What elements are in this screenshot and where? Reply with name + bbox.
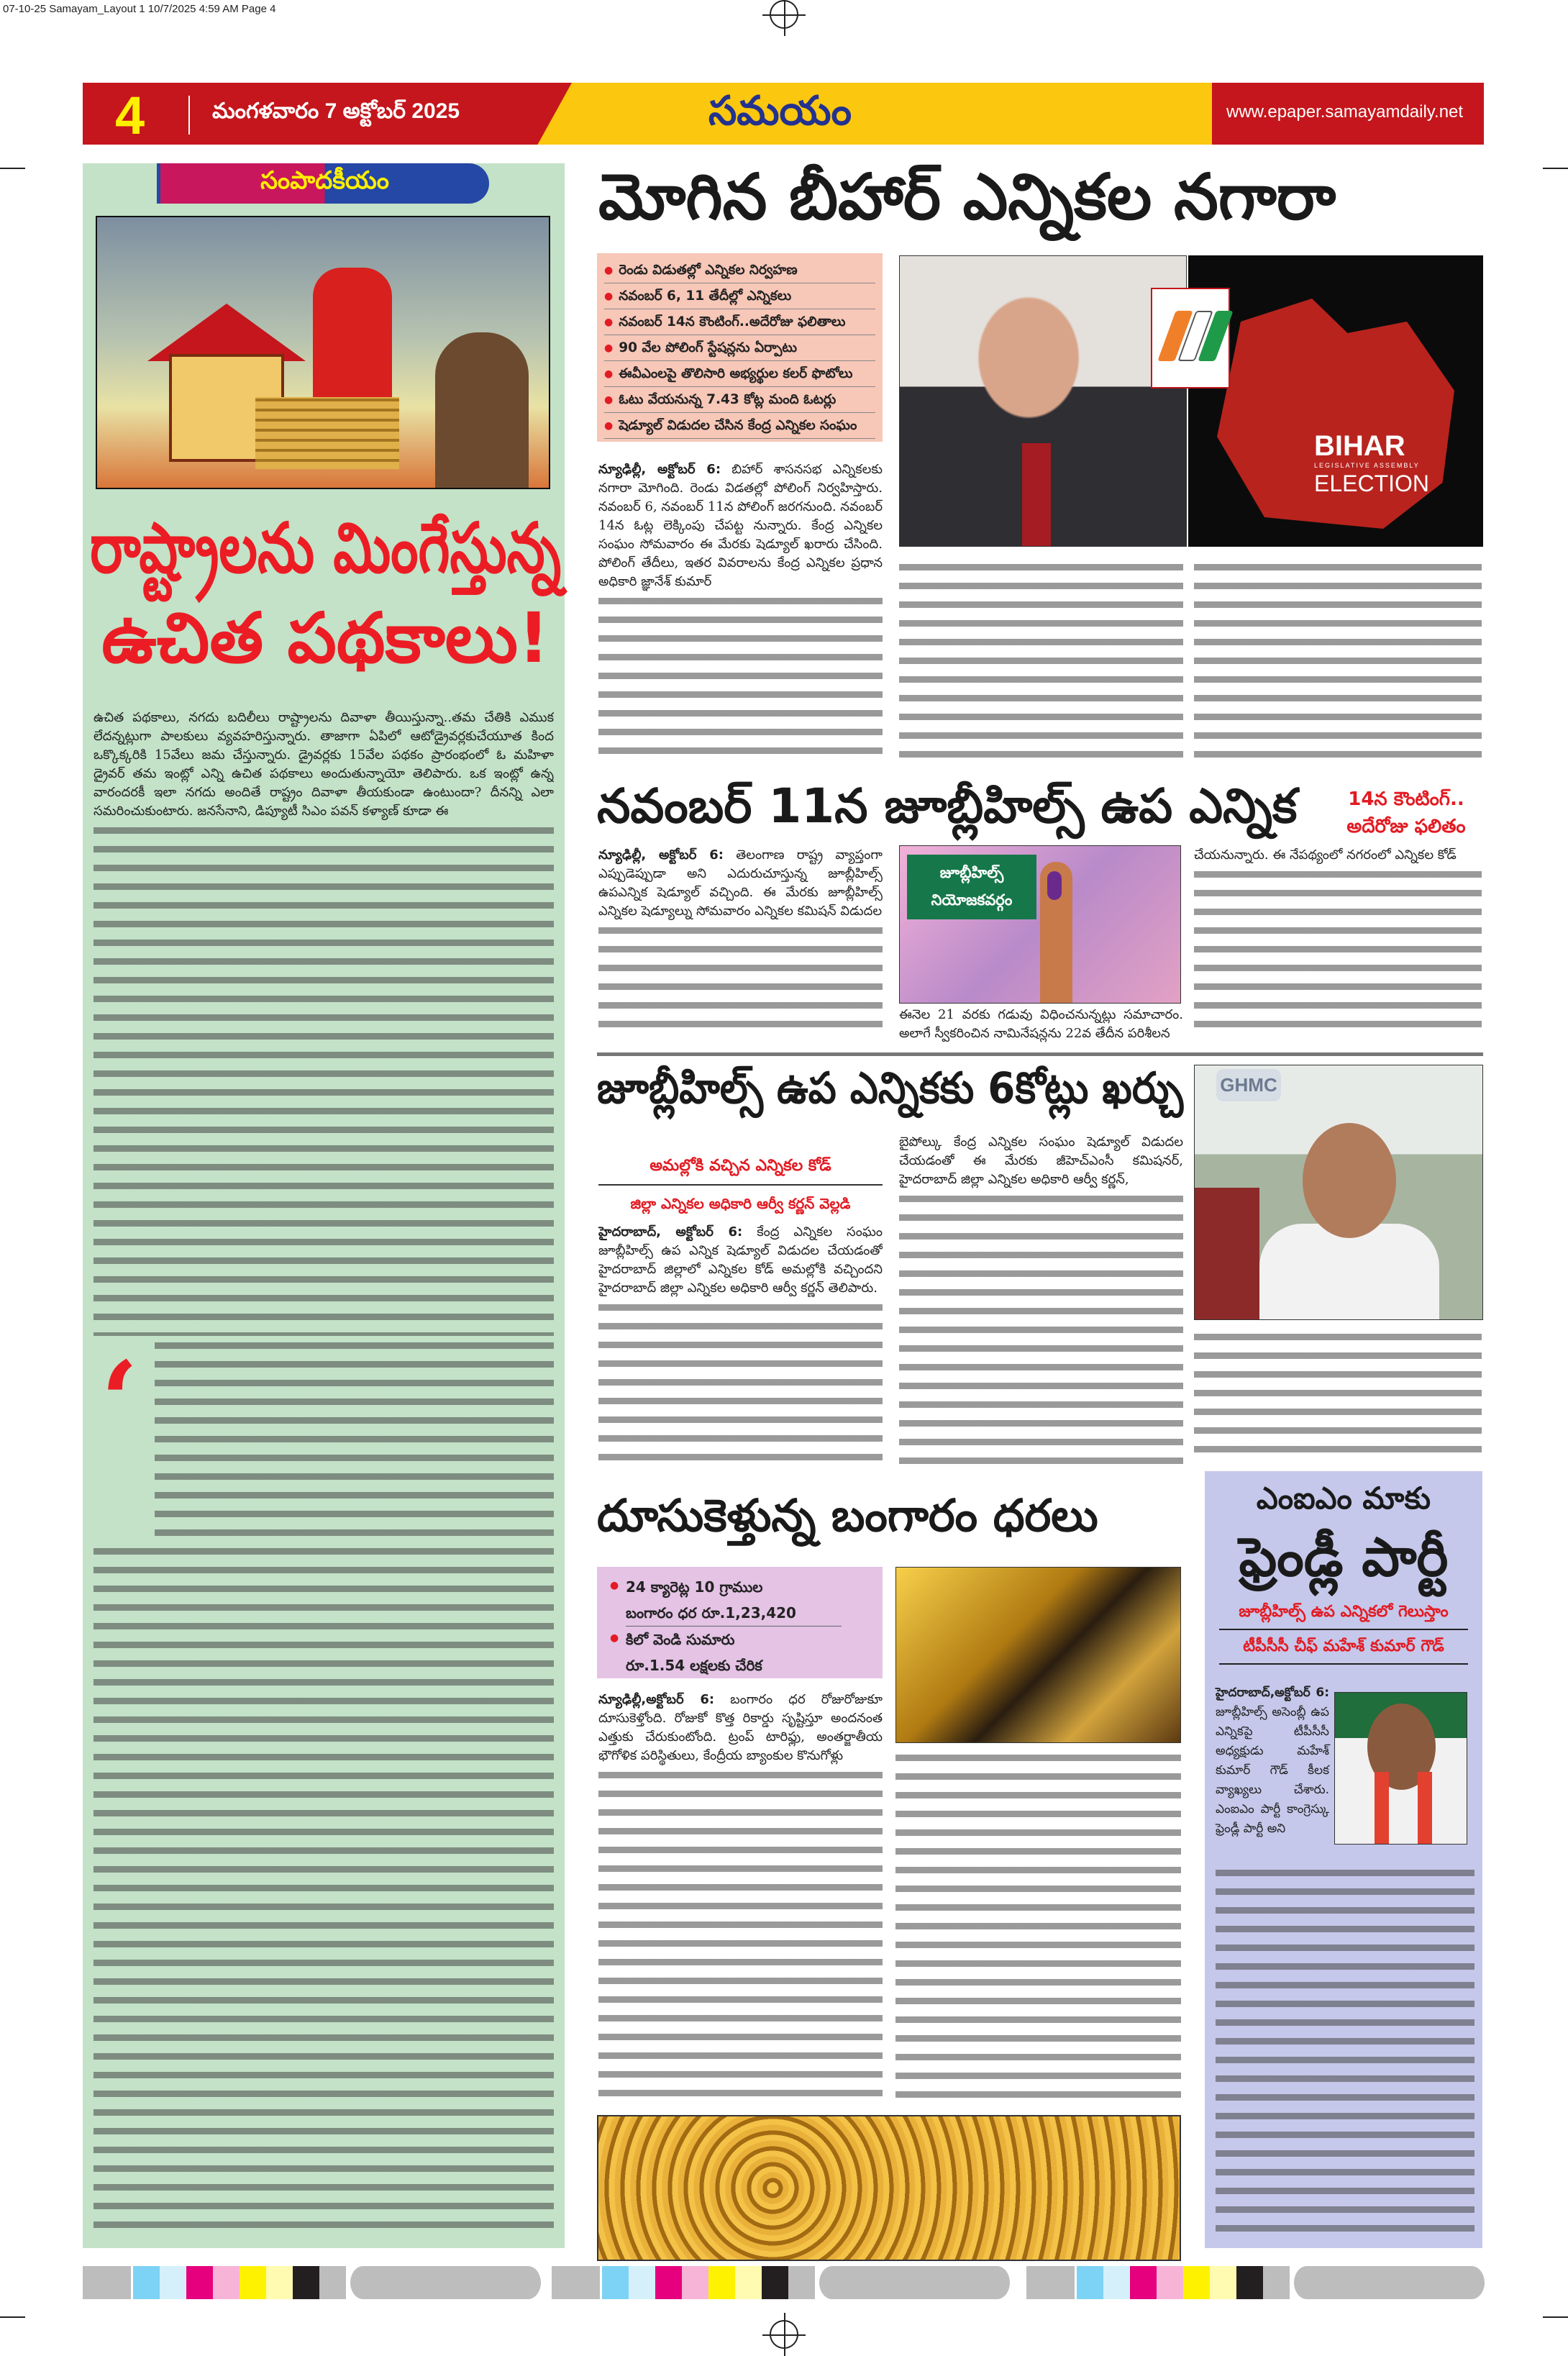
cost-headline: జూబ్లీహిల్స్ ఉప ఎన్నికకు 6కోట్లు ఖర్చు <box>597 1063 1184 1114</box>
issue-date: మంగళవారం 7 అక్టోబర్ 2025 <box>212 99 460 123</box>
cost-col2-block <box>899 1133 1183 1468</box>
bihar-body <box>598 460 883 591</box>
highlight-item: ● నవంబర్ 6, 11 తేదీల్లో ఎన్నికలు <box>619 288 792 304</box>
cost-body-text: కేంద్ర ఎన్నికల సంఘం జూబ్లీహిల్స్ ఉప ఎన్నిక షెడ్యూల్ విడుదల చేయడంతో హైదరాబాద్ జిల్లాలో ఎన్నికల కోడ్ అమల్లోకి వచ్చిందని హైదరాబాద్ జిల్లా ఎన్నికల అధికారి ఆర్వీ కర్ణన్ తెలిపారు. <box>598 1224 883 1296</box>
gold-body-text: బంగారం ధర రోజురోజుకూ దూసుకెళ్తోంది. రోజుకో కొత్త రికార్డు సృష్టిస్తూ అందనంత ఎత్తుకు చేరుకుంటోంది. ట్రంప్ టారిఫ్లు, అంతర్జాతీయ భౌగోళిక పరిస్థితులు, కేంద్రీయ బ్యాంకుల కొనుగోళ్లు <box>598 1692 883 1763</box>
bihar-body-col3 <box>1194 558 1482 763</box>
graphic-subtitle: LEGISLATIVE ASSEMBLY <box>1314 462 1420 469</box>
jubilee-body <box>598 846 883 921</box>
highlight-item: ● షెడ్యూల్ విడుదల చేసిన కేంద్ర ఎన్నికల సంఘం <box>619 417 857 433</box>
bihar-highlights-box <box>597 253 883 442</box>
tag-line: జూబ్లీహిల్స్ <box>939 864 1004 881</box>
gold-highlight: బంగారం ధర రూ.1,23,420 <box>626 1604 796 1622</box>
eci-logo-icon <box>1151 288 1230 388</box>
highlight-item: ● ఈవీఎంలపై తొలిసారి అభ్యర్థుల కలర్ ఫొటోలు <box>619 365 853 381</box>
gold-highlight: రూ.1.54 లక్షలకు చేరిక <box>626 1657 762 1674</box>
editorial-headline-line2: ఉచిత పథకాలు! <box>101 598 550 678</box>
mim-subheadline-1-rule <box>1219 1601 1468 1630</box>
gold-body-block <box>598 1691 883 2108</box>
quote-mark-icon: ‘ <box>101 1338 139 1465</box>
gold-body-continued <box>598 1765 883 2108</box>
jubilee-body-continued <box>598 921 883 1039</box>
mim-body-text: జూబ్లీహిల్స్ అసెంబ్లీ ఉప ఎన్నికపై టీపీసీసీ అధ్యక్షుడు మహేశ్ కుమార్ గౌడ్ కీలక వ్యాఖ్యలు చేశారు. ఎంఐఎం పార్టీ కాంగ్రెస్కు ఫ్రెండ్లీ పార్టీ అని <box>1216 1705 1329 1836</box>
constituency-tag <box>907 855 1036 919</box>
ghmc-logo: GHMC <box>1216 1069 1281 1101</box>
cost-body-continued <box>598 1298 883 1468</box>
editorial-headline <box>90 504 561 683</box>
cost-subheadline-1-rule <box>598 1155 883 1186</box>
graphic-title: BIHAR <box>1314 430 1405 462</box>
jubilee-col3-continued <box>1194 865 1482 1039</box>
cost-subheadline-1: అమల్లోకి వచ్చిన ఎన్నికల కోడ్ <box>649 1157 831 1175</box>
page-number: 4 <box>115 86 145 145</box>
bihar-headline: మోగిన బీహార్ ఎన్నికల నగారా <box>598 160 1336 234</box>
jubilee-side-headline <box>1331 786 1482 840</box>
crop-mark <box>1543 168 1568 169</box>
gold-highlight: ● కిలో వెండి సుమారు <box>626 1631 735 1648</box>
mim-subheadline-2-rule <box>1219 1636 1468 1665</box>
gold-headline: దూసుకెళ్తున్న బంగారం ధరలు <box>597 1489 1098 1542</box>
crop-mark <box>0 168 25 169</box>
dateline: హైదరాబాద్,అక్టోబర్ 6: <box>1216 1686 1329 1700</box>
print-slug: 07-10-25 Samayam_Layout 1 10/7/2025 4:59 AM Page 4 <box>3 3 276 15</box>
mim-subheadline-1: జూబ్లీహిల్స్ ఉప ఎన్నికలో గెలుస్తాం <box>1239 1603 1449 1621</box>
bihar-body-text: బిహార్ శాసనసభ ఎన్నికలకు నగారా మోగింది. రెండు విడతల్లో పోలింగ్ నిర్వహిస్తారు. నవంబర్ 6, నవంబర్ 11న పోలింగ్ జరగనుంది. నవంబర్ 14న ఓట్ల లెక్కింపు చేపట్ట నున్నారు. కేంద్ర ఎన్నికల సంఘం సోమవారం ఈ మేరకు షెడ్యూల్ ఖరారు చేసింది. పోలింగ్ తేదీలు, ఇతర వివరాలను కేంద్ర ఎన్నికల ప్రధాన అధికారి జ్ఞానేశ్ కుమార్ <box>598 462 883 589</box>
ghmc-commissioner-photo <box>1194 1065 1483 1320</box>
registration-mark-icon <box>770 2320 798 2349</box>
voting-finger-photo <box>899 845 1181 1004</box>
dateline: న్యూఢిల్లీ, అక్టోబర్ 6: <box>598 847 724 863</box>
registration-mark-icon <box>770 0 798 29</box>
highlight-item: ● 90 వేల పోలింగ్ స్టేషన్లను ఏర్పాటు <box>619 340 798 355</box>
mim-subheadline-2: టీపీసీసీ చీఫ్ మహేశ్ కుమార్ గౌడ్ <box>1243 1637 1444 1655</box>
gold-bars-jewellery-photo <box>895 1567 1181 1743</box>
editorial-tag-label: సంపాదకీయం <box>260 166 389 195</box>
bihar-election-graphic <box>1188 255 1483 547</box>
gold-jewellery-photo <box>597 2115 1181 2261</box>
editorial-body: ఉచిత పథకాలు, నగదు బదిలీలు రాష్ట్రాలను దివాళా తీయిస్తున్నా..తమ చేతికి ఎముక లేదన్నట్లుగా పాలకులు వ్యవహరిస్తున్నారు. తాజాగా ఏపిలో ఆటోడ్రైవర్లకుచేయూత కింద ఒక్కొక్కరికి 15వేలు జమ చేస్తున్నారు. డ్రైవర్లకు 15వేల పథకం ప్రారంభంలో ఓ మహిళా డ్రైవర్ తమ ఇంట్లో ఎన్ని ఉచిత పథకాలు అందుతున్నాయో తెలిపారు. ఒక ఇంట్లో ఉన్న వారందరకీ ఇలా నగదు అందితే రాష్ట్రం దివాళా తీయకుండా ఉంటుందా? దీనన్ని ఎలా సమరించుకుంటారు. జనసేనాని, డిప్యూటీ సిఎం పవన్ కళ్యాణ్ కూడా ఈ <box>94 710 554 819</box>
jubilee-headline: నవంబర్ 11న జూబ్లీహిల్స్ ఉప ఎన్నిక <box>597 778 1298 834</box>
bihar-body-continued <box>598 591 883 763</box>
dateline: న్యూఢిల్లీ, అక్టోబర్ 6: <box>598 462 721 477</box>
jubilee-caption-text: ఈనెల 21 వరకు గడువు విధించనున్నట్లు సమాచారం. అలాగే స్వీకరించిన నామినేషన్లను 22వ తేదీన పరిశీలన <box>899 1007 1183 1041</box>
highlight-item: ● రెండు విడుతల్లో ఎన్నికల నిర్వహణ <box>619 262 798 278</box>
cost-subheadline-2: జిల్లా ఎన్నికల అధికారి ఆర్వీ కర్ణన్ వెల్లడి <box>630 1195 851 1212</box>
editorial-body-continued <box>94 821 554 1336</box>
crop-mark <box>0 2316 25 2318</box>
dateline: హైదరాబాద్, అక్టోబర్ 6: <box>598 1224 743 1240</box>
mim-headline-line2: ఫ్రెండ్లీ పార్టీ <box>1239 1527 1449 1588</box>
highlight-item: ● నవంబర్ 14న కౌంటింగ్..అదేరోజు ఫలితాలు <box>619 314 846 329</box>
editorial-body-continued <box>94 1542 554 2239</box>
cost-col3 <box>1194 1327 1482 1464</box>
tag-line: నియోజకవర్గం <box>931 891 1013 909</box>
gold-body <box>598 1691 883 1765</box>
mim-body <box>1216 1683 1329 1839</box>
epaper-url[interactable]: www.epaper.samayamdaily.net <box>1226 102 1464 122</box>
jubilee-col3-block <box>1194 846 1482 1039</box>
gold-highlights-box <box>597 1567 883 1678</box>
editorial-tag <box>157 163 489 204</box>
gold-body-col2 <box>895 1748 1181 2108</box>
crop-mark <box>1543 2316 1568 2318</box>
side-line: 14న కౌంటింగ్.. <box>1348 788 1464 810</box>
mim-body-continued <box>1216 1863 1474 2241</box>
cost-body <box>598 1223 883 1298</box>
side-line: అదేరోజు ఫలితం <box>1346 816 1466 837</box>
mahesh-kumar-goud-photo <box>1334 1692 1467 1845</box>
cost-body-block <box>598 1223 883 1468</box>
masthead-logo: సమయం <box>708 88 852 135</box>
section-divider <box>597 1052 1483 1056</box>
cost-col2-continued <box>899 1189 1183 1468</box>
jubilee-body-text: తెలంగాణ రాష్ట్ర వ్యాప్తంగా ఎప్పుడెప్పుడా అని ఎదురుచూస్తున్న జూబ్లీహిల్స్ ఉపఎన్నిక షెడ్యూల్ వచ్చింది. ఈ మేరకు జూబ్లీహిల్స్ ఎన్నికల షెడ్యూల్ను సోమవారం ఎన్నికల కమిషన్ విడుదల <box>598 847 883 919</box>
header-divider <box>188 96 190 135</box>
editorial-body-continued <box>155 1336 554 1542</box>
highlight-item: ● ఓటు వేయనున్న 7.43 కోట్ల మంది ఓటర్లు <box>619 391 837 407</box>
jubilee-col3: చేయనున్నారు. ఈ నేపథ్యంలో నగరంలో ఎన్నికల కోడ్ <box>1194 847 1457 863</box>
gold-highlight: ● 24 క్యారెట్ల 10 గ్రాముల <box>626 1578 763 1596</box>
editorial-headline-line1: రాష్ట్రాలను మింగేస్తున్న <box>90 508 562 588</box>
editorial-body-block <box>94 709 554 1336</box>
bihar-body-block <box>598 460 883 763</box>
editorial-illustration <box>96 216 550 489</box>
mim-headline-line1: ఎంఐఎం మాకు <box>1256 1481 1431 1516</box>
graphic-word: ELECTION <box>1314 470 1430 496</box>
election-commissioner-photo <box>899 255 1187 547</box>
dateline: న్యూఢిల్లీ,అక్టోబర్ 6: <box>598 1692 715 1707</box>
cost-col2: బైపోల్కు కేంద్ర ఎన్నికల సంఘం షెడ్యూల్ విడుదల చేయడంతో ఈ మేరకు జీహెచ్ఎంసీ కమిషనర్, హైదరాబాద్ జిల్లా ఎన్నికల అధికారి ఆర్వీ కర్ణన్, <box>899 1134 1183 1187</box>
bihar-body-col2 <box>899 558 1183 763</box>
jubilee-body-block <box>598 846 883 1039</box>
